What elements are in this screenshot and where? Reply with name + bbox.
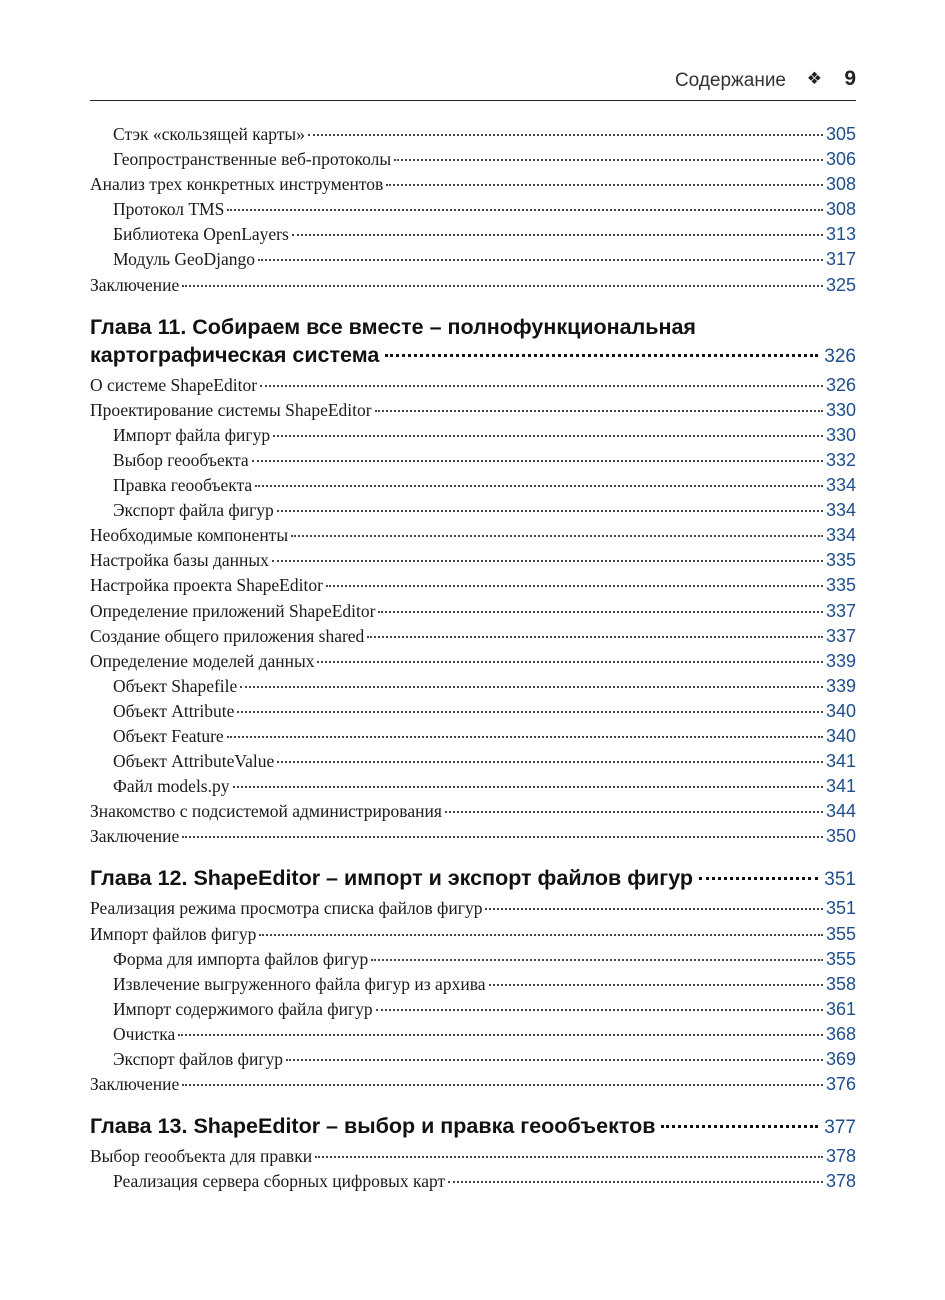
toc-page-link[interactable]: 341 [825,776,856,797]
dot-leader [227,736,823,738]
chapter-heading[interactable] [90,313,856,371]
dot-leader [367,636,823,638]
toc-entry-label: Реализация режима просмотра списка файлов фигур [90,898,483,919]
dot-leader [260,385,823,387]
dot-leader [445,811,823,813]
toc-entry[interactable] [90,573,856,598]
dot-leader [317,661,822,663]
toc-entry-label: Форма для импорта файлов фигур [113,948,369,969]
chapter-title: Глава 12. ShapeEditor – импорт и экспорт файлов фигур [90,866,694,891]
toc-entry[interactable] [90,473,856,498]
toc-page-link[interactable]: 378 [825,1146,856,1167]
toc-entry[interactable] [90,972,856,997]
toc-page-link[interactable]: 308 [825,199,856,220]
dot-leader [178,1034,823,1036]
toc-entry[interactable] [90,699,856,724]
toc-page-link[interactable]: 305 [825,124,856,144]
toc-entry-label: Необходимые компоненты [90,525,289,546]
running-header-title: Содержание [674,70,786,91]
toc-entry-label: Заключение [90,1074,180,1095]
toc-entry[interactable] [90,749,856,774]
toc-entry-label: Очистка [113,1023,176,1044]
toc-page-link[interactable]: 334 [825,500,856,521]
toc-entry-label: Настройка базы данных [90,550,269,571]
chapter-heading[interactable] [90,864,856,894]
dot-leader [182,836,823,838]
dot-leader [485,908,823,910]
toc-entry-label: Знакомство с подсистемой администрирования [90,801,442,822]
dot-leader [237,711,823,713]
chapter-page-link[interactable]: 326 [824,345,856,367]
running-header [90,62,856,101]
dot-leader [277,761,823,763]
toc-entry[interactable] [90,247,856,272]
toc-page-link[interactable]: 358 [825,973,856,994]
dot-leader [326,585,823,587]
toc-entry-label: Заключение [90,826,180,847]
toc-entry-label: Выбор геообъекта для правки [90,1146,313,1167]
toc-entry[interactable] [90,1144,856,1169]
toc-page-link[interactable]: 334 [825,475,856,496]
toc-entry-label: Заключение [90,274,180,295]
toc-page-link[interactable]: 339 [825,650,856,671]
toc-entry-label: Извлечение выгруженного файла фигур из архива [113,973,486,994]
toc-entry[interactable] [90,1047,856,1072]
toc-page-link[interactable]: 326 [825,374,856,395]
toc-page-link[interactable]: 355 [825,923,856,944]
toc-entry-label: Экспорт файлов фигур [113,1049,284,1069]
toc-page-link[interactable]: 337 [825,600,856,621]
toc-entry[interactable] [90,423,856,448]
toc-page-link[interactable]: 355 [825,948,856,969]
toc-entry-label: Объект AttributeValue [113,751,275,772]
toc-entry-label: Реализация сервера сборных цифровых карт [113,1171,446,1192]
toc-entry-label: Объект Feature [113,725,224,746]
toc-page-link[interactable]: 337 [825,625,856,646]
toc-page-link[interactable]: 334 [825,525,856,546]
dot-leader [315,1156,823,1158]
toc-entry[interactable] [90,398,856,423]
toc-entry-label: Стэк «скользящей карты» [113,124,305,144]
toc-entry-label: Определение моделей данных [90,650,315,671]
dot-leader [286,1059,823,1061]
ornament-icon: ❖ [806,69,822,89]
toc-page-link[interactable]: 350 [825,826,856,847]
toc-page-link[interactable]: 325 [825,274,856,295]
toc-entry[interactable] [90,172,856,197]
dot-leader [386,184,823,186]
dot-leader [240,686,823,688]
dot-leader [259,934,823,936]
toc-entry-label: Создание общего приложения shared [90,625,365,646]
toc-page-link[interactable]: 308 [825,174,856,195]
toc-entry-label: Проектирование системы ShapeEditor [90,399,372,420]
dot-leader [277,510,823,512]
toc-entry[interactable] [90,448,856,473]
dot-leader [182,285,823,287]
dot-leader [371,959,823,961]
dot-leader [273,435,823,437]
page-number: 9 [844,67,856,90]
toc-page-link[interactable]: 313 [825,224,856,245]
toc-entry[interactable] [90,674,856,699]
toc-entry[interactable] [90,922,856,947]
toc-entry-label: Объект Shapefile [113,675,238,696]
dot-leader [385,354,818,357]
dot-leader [661,1125,818,1128]
dot-leader [375,410,823,412]
toc-page-link[interactable]: 306 [825,149,856,170]
toc-page-link[interactable]: 332 [825,449,856,470]
toc-entry[interactable] [90,774,856,799]
toc-entry[interactable] [90,523,856,548]
toc-entry-label: Протокол TMS [113,199,225,220]
chapter-page-link[interactable]: 351 [824,869,856,891]
toc-page-link[interactable]: 317 [825,249,856,270]
chapter-title: Глава 13. ShapeEditor – выбор и правка геообъектов [90,1114,656,1139]
toc-page-link[interactable]: 351 [825,898,856,919]
toc-entry[interactable] [90,1072,856,1097]
toc-entry[interactable] [90,373,856,398]
dot-leader [272,560,823,562]
toc-entry[interactable] [90,548,856,573]
dot-leader [376,1009,823,1011]
toc-entry[interactable] [90,947,856,972]
toc-entry[interactable] [90,599,856,624]
toc-entry[interactable] [90,1022,856,1047]
toc-page-link[interactable]: 335 [825,550,856,571]
toc-entry[interactable] [90,997,856,1022]
dot-leader [448,1181,823,1183]
toc-page-link[interactable]: 368 [825,1023,856,1044]
toc-entry[interactable] [90,799,856,824]
toc-entry-label: Геопространственные веб-протоколы [113,149,392,170]
toc-entry[interactable] [90,147,856,172]
toc-entry[interactable] [90,197,856,222]
dot-leader [489,984,823,986]
toc-entry-label: Определение приложений ShapeEditor [90,600,376,621]
toc-entry-label: Библиотека OpenLayers [113,224,289,245]
toc-entry-label: Экспорт файла фигур [113,500,274,521]
toc-page-link[interactable]: 378 [825,1171,856,1192]
dot-leader [292,234,823,236]
toc-entry-label: Файл models.py [113,776,230,797]
toc-entry[interactable] [90,896,856,921]
toc-entry[interactable] [90,649,856,674]
dot-leader [699,877,818,880]
toc-entry-label: Анализ трех конкретных инструментов [90,174,384,195]
toc-entry[interactable] [90,122,856,147]
toc-page-link[interactable]: 335 [825,575,856,596]
toc-entry-label: Импорт содержимого файла фигур [113,998,373,1019]
toc-entry[interactable] [90,724,856,749]
toc-page-link[interactable]: 330 [825,399,856,420]
toc-entry[interactable] [90,498,856,523]
dot-leader [308,134,823,136]
toc-page-link[interactable]: 361 [825,998,856,1019]
dot-leader [291,535,823,537]
toc-entry-label: Настройка проекта ShapeEditor [90,575,323,596]
dot-leader [252,460,823,462]
toc-entry[interactable] [90,1169,856,1194]
dot-leader [378,611,822,613]
toc-page-link[interactable]: 376 [825,1074,856,1095]
toc-entry-label: О системе ShapeEditor [90,374,258,395]
table-of-contents [90,122,856,1194]
toc-entry-label: Правка геообъекта [113,475,253,496]
toc-entry[interactable] [90,273,856,298]
dot-leader [182,1084,823,1086]
toc-page-link[interactable]: 344 [825,801,856,822]
dot-leader [233,786,823,788]
toc-page-link[interactable]: 369 [825,1049,856,1069]
toc-entry-label: Импорт файла фигур [113,424,271,445]
toc-entry[interactable] [90,222,856,247]
toc-entry[interactable] [90,824,856,849]
dot-leader [394,159,823,161]
toc-page-link[interactable]: 339 [825,675,856,696]
dot-leader [227,209,823,211]
toc-entry-label: Объект Attribute [113,700,235,721]
dot-leader [258,259,823,261]
chapter-page-link[interactable]: 377 [824,1117,856,1139]
toc-page-link[interactable]: 341 [825,751,856,772]
toc-entry-label: Выбор геообъекта [113,449,249,470]
toc-page-link[interactable]: 340 [825,700,856,721]
chapter-title: картографическая система [90,342,380,367]
toc-entry[interactable] [90,624,856,649]
toc-entry-label: Импорт файлов фигур [90,923,257,944]
toc-entry-label: Модуль GeoDjango [113,249,256,270]
chapter-title-line1: Глава 11. Собираем все вместе – полнофункциональная [90,314,696,339]
dot-leader [255,485,823,487]
toc-page-link[interactable]: 340 [825,725,856,746]
toc-page-link[interactable]: 330 [825,424,856,445]
chapter-heading[interactable] [90,1112,856,1142]
